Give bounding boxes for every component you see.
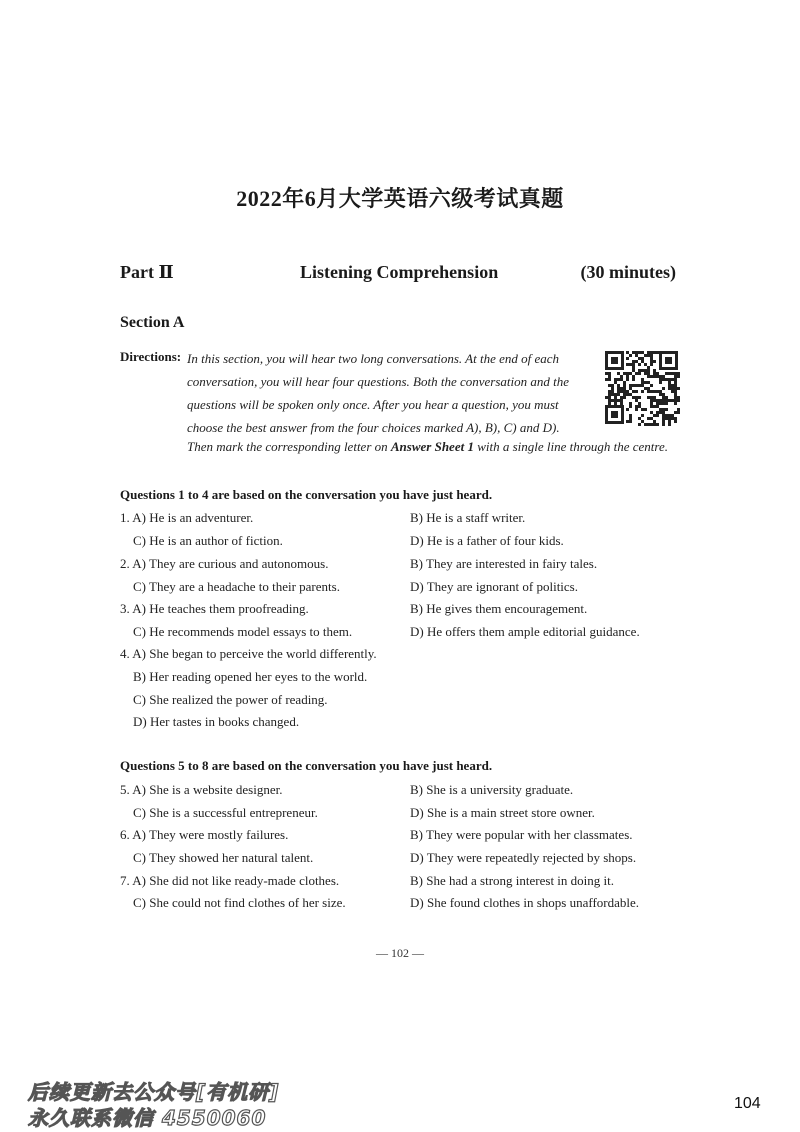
answer-sheet-label: Answer Sheet 1 xyxy=(390,439,474,454)
q4-option-d: D) Her tastes in books changed. xyxy=(133,714,300,729)
q4-option-b: B) Her reading opened her eyes to the world. xyxy=(133,669,368,684)
page-number: — 102 — xyxy=(376,946,424,960)
q5-option-b: B) She is a university graduate. xyxy=(410,782,574,797)
directions-text: In this section, you will hear two long conversations. At the end of each conversation, you will hear four questions. Both the conversation and the questions will be spoken only once. After you hear a question, you must choose the best answer from the four choices marked A), B), C) and D). xyxy=(187,351,570,435)
q7-option-d: D) She found clothes in shops unaffordable. xyxy=(410,895,640,910)
q5-option-c: C) She is a successful entrepreneur. xyxy=(133,805,318,820)
watermark-line-2: 永久联系微信 4550060 xyxy=(28,1106,267,1130)
watermark-line-1: 后续更新去公众号[有机研] xyxy=(28,1080,280,1104)
q3-option-a: 3. A) He teaches them proofreading. xyxy=(120,601,309,616)
q7-option-b: B) She had a strong interest in doing it. xyxy=(410,873,615,888)
directions-last-line xyxy=(187,439,687,455)
group1-heading: Questions 1 to 4 are based on the conversation you have just heard. xyxy=(120,487,493,502)
group2-heading: Questions 5 to 8 are based on the conversation you have just heard. xyxy=(120,758,493,773)
q1-option-d: D) He is a father of four kids. xyxy=(410,533,564,548)
corner-page-number: 104 xyxy=(734,1095,761,1112)
part-label: Part Ⅱ xyxy=(120,262,174,282)
section-heading: Section A xyxy=(120,314,185,331)
q3-option-b: B) He gives them encouragement. xyxy=(410,601,588,616)
q3-option-d: D) He offers them ample editorial guidance. xyxy=(410,624,640,639)
q3-option-c: C) He recommends model essays to them. xyxy=(133,624,353,639)
q1-option-b: B) He is a staff writer. xyxy=(410,510,526,525)
page-title: 2022年6月大学英语六级考试真题 xyxy=(236,186,564,211)
q4-option-a: 4. A) She began to perceive the world differently. xyxy=(120,646,377,661)
q6-option-b: B) They were popular with her classmates. xyxy=(410,827,633,842)
directions-last-post: with a single line through the centre. xyxy=(473,439,668,454)
q4-option-c: C) She realized the power of reading. xyxy=(133,692,328,707)
q6-option-c: C) They showed her natural talent. xyxy=(133,850,314,865)
q6-option-a: 6. A) They were mostly failures. xyxy=(120,827,289,842)
q5-option-a: 5. A) She is a website designer. xyxy=(120,782,283,797)
q2-option-d: D) They are ignorant of politics. xyxy=(410,579,578,594)
directions-label: Directions: xyxy=(120,349,182,364)
q7-option-c: C) She could not find clothes of her size. xyxy=(133,895,346,910)
directions-last-pre: Then mark the corresponding letter on xyxy=(187,439,391,454)
q5-option-d: D) She is a main street store owner. xyxy=(410,805,595,820)
q1-option-c: C) He is an author of fiction. xyxy=(133,533,283,548)
q1-option-a: 1. A) He is an adventurer. xyxy=(120,510,254,525)
q2-option-c: C) They are a headache to their parents. xyxy=(133,579,340,594)
part-title: Listening Comprehension xyxy=(300,262,499,282)
qr-code-icon xyxy=(603,349,680,426)
q2-option-a: 2. A) They are curious and autonomous. xyxy=(120,556,329,571)
q7-option-a: 7. A) She did not like ready-made clothes. xyxy=(120,873,340,888)
part-header xyxy=(120,262,676,286)
q6-option-d: D) They were repeatedly rejected by shops. xyxy=(410,850,637,865)
q2-option-b: B) They are interested in fairy tales. xyxy=(410,556,598,571)
part-time: (30 minutes) xyxy=(580,262,676,282)
